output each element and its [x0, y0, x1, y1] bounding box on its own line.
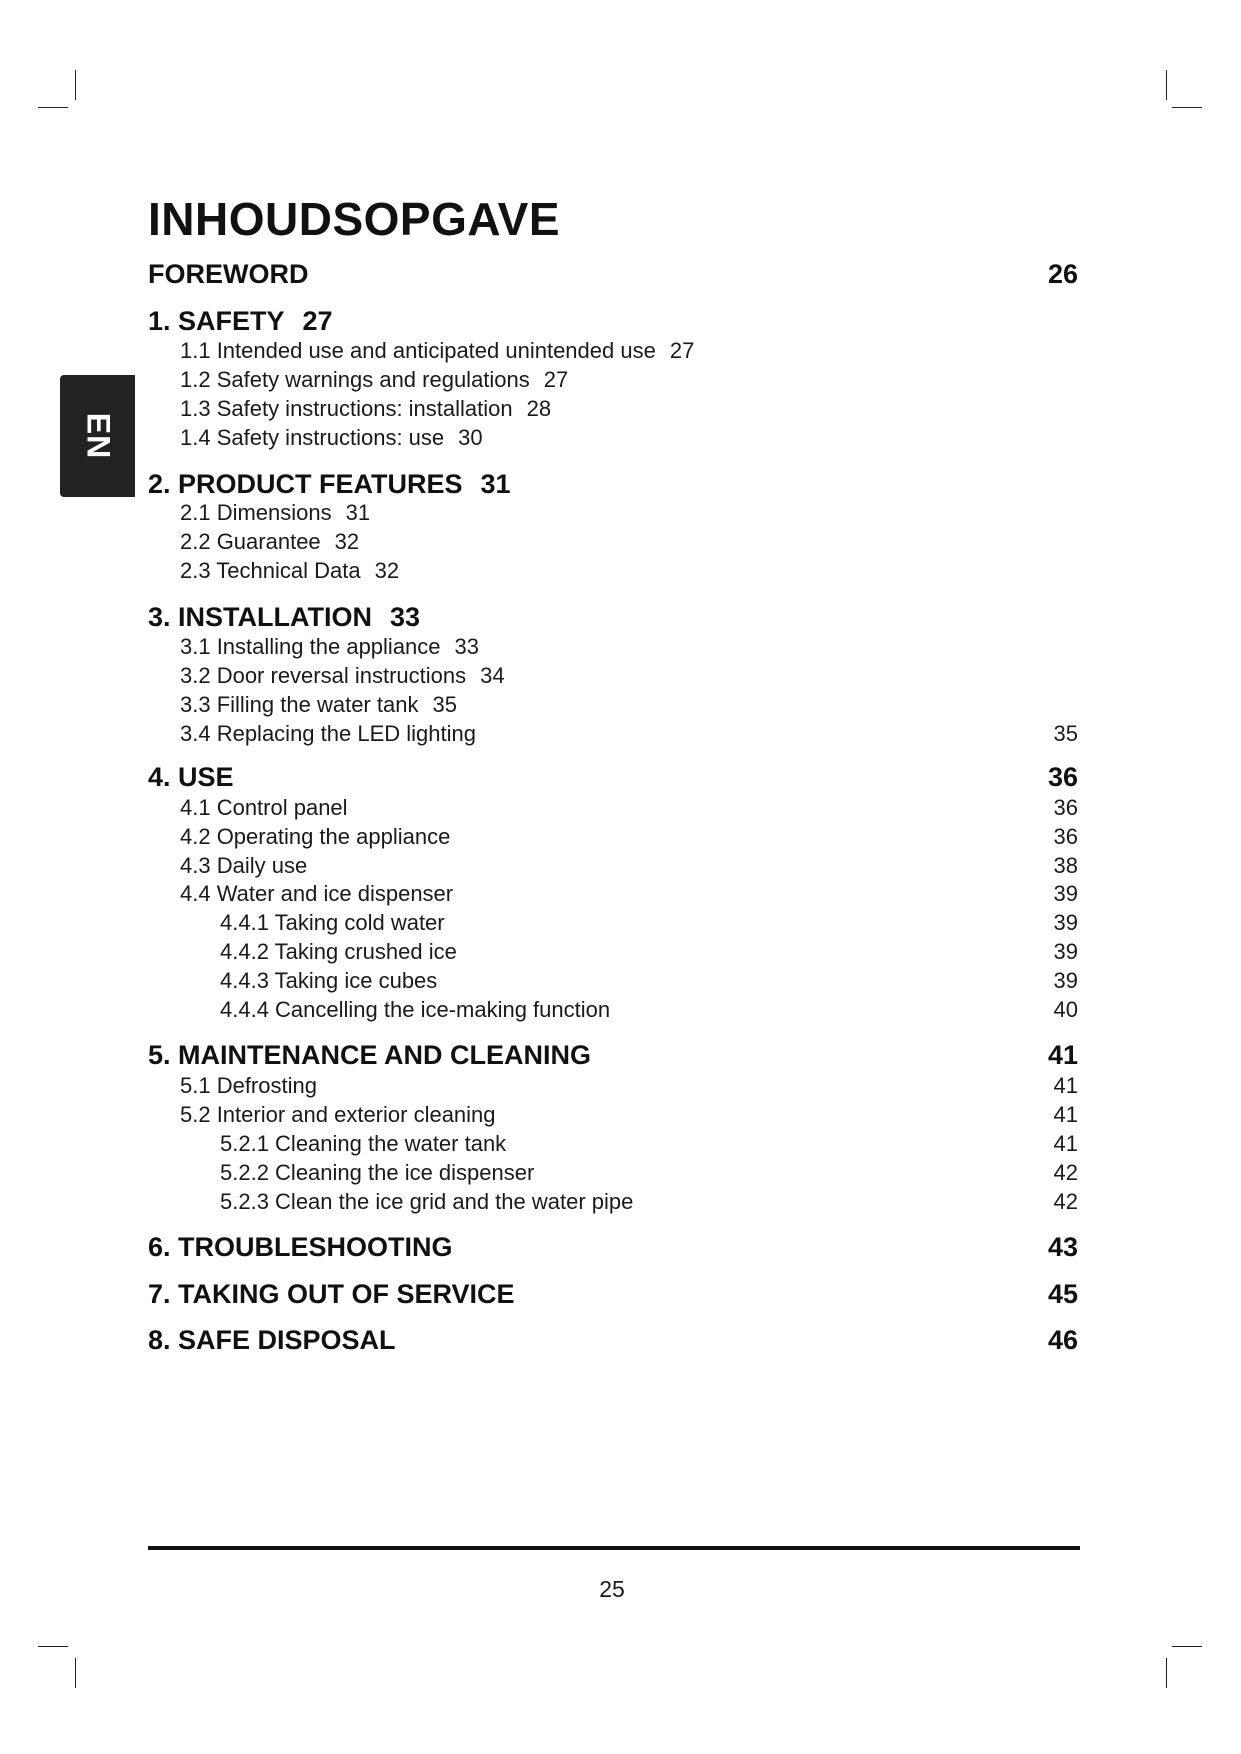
toc-entry[interactable] — [148, 425, 1078, 455]
toc-entry-label: 4.4 Water and ice dispenser — [180, 881, 454, 906]
toc-section-product-features[interactable] — [148, 469, 1078, 499]
toc-entry-page: 33 — [454, 634, 480, 659]
toc-section-use[interactable] — [148, 762, 1078, 792]
toc-entry[interactable] — [148, 338, 1078, 368]
toc-entry-label: 4.4.4 Cancelling the ice-making function — [220, 997, 611, 1022]
crop-mark — [75, 1658, 76, 1688]
toc-entry-page: 41 — [1053, 1131, 1078, 1156]
toc-entry-page: 27 — [669, 338, 695, 363]
toc-entry-page: 41 — [1047, 1040, 1078, 1070]
toc-entry-page: 41 — [1053, 1102, 1078, 1127]
crop-mark — [1172, 107, 1202, 108]
page-title: INHOUDSOPGAVE — [148, 193, 561, 245]
toc-entry-label: 3.1 Installing the appliance — [180, 634, 441, 659]
toc-entry-label: 4.1 Control panel — [180, 795, 348, 820]
toc-entry-page: 39 — [1053, 939, 1078, 964]
language-tab-label: EN — [80, 412, 116, 460]
toc-entry-page: 41 — [1053, 1073, 1078, 1098]
toc-entry-label: 1. SAFETY — [148, 306, 285, 336]
toc-entry-page: 35 — [432, 692, 457, 717]
toc-entry-label: 4. USE — [148, 762, 234, 792]
crop-mark — [75, 70, 76, 100]
toc-entry-label: 4.4.1 Taking cold water — [220, 910, 445, 935]
toc-entry[interactable] — [148, 500, 1078, 530]
toc-entry-page: 32 — [374, 558, 400, 583]
toc-entry[interactable] — [148, 367, 1078, 397]
toc-entry-page: 42 — [1053, 1189, 1078, 1214]
toc-entry[interactable] — [148, 939, 1078, 969]
toc-entry-label: 1.4 Safety instructions: use — [180, 425, 445, 450]
toc-entry-page: 30 — [458, 425, 483, 450]
toc-entry[interactable] — [148, 1160, 1078, 1190]
toc-entry[interactable] — [148, 663, 1078, 693]
toc-entry[interactable] — [148, 1073, 1078, 1103]
toc-entry-label: 4.2 Operating the appliance — [180, 824, 451, 849]
toc-entry-page: 27 — [302, 306, 333, 336]
crop-mark — [38, 1646, 68, 1647]
toc-entry-label: FOREWORD — [148, 259, 309, 289]
toc-entry-page: 43 — [1047, 1232, 1078, 1262]
toc-entry-label: 5.2.2 Cleaning the ice dispenser — [220, 1160, 535, 1185]
toc-entry-page: 40 — [1053, 997, 1078, 1022]
toc-entry-page: 36 — [1053, 824, 1078, 849]
crop-mark — [38, 107, 68, 108]
toc-entry-label: 4.3 Daily use — [180, 853, 308, 878]
toc-entry[interactable] — [148, 1102, 1078, 1132]
toc-entry-label: 5.2.1 Cleaning the water tank — [220, 1131, 507, 1156]
toc-entry-label: 2.3 Technical Data — [180, 558, 361, 583]
toc-entry[interactable] — [148, 634, 1078, 664]
footer-rule — [148, 1546, 1080, 1550]
toc-section-installation[interactable] — [148, 602, 1078, 632]
toc-entry-page: 36 — [1047, 762, 1078, 792]
toc-entry-label: 7. TAKING OUT OF SERVICE — [148, 1279, 515, 1309]
toc-entry-label: 5.1 Defrosting — [180, 1073, 317, 1098]
toc-entry-page: 45 — [1047, 1279, 1078, 1309]
toc-entry-label: 5. MAINTENANCE AND CLEANING — [148, 1040, 592, 1070]
toc-entry[interactable] — [148, 910, 1078, 940]
toc-entry-page: 39 — [1053, 910, 1078, 935]
toc-section-maintenance[interactable] — [148, 1040, 1078, 1070]
toc-entry[interactable] — [148, 881, 1078, 911]
toc-entry-label: 5.2 Interior and exterior cleaning — [180, 1102, 496, 1127]
toc-entry-page: 32 — [334, 529, 360, 554]
toc-entry[interactable] — [148, 997, 1078, 1027]
toc-entry-page: 36 — [1053, 795, 1078, 820]
toc-entry-label: 3.3 Filling the water tank — [180, 692, 419, 717]
toc-entry-page: 38 — [1053, 853, 1078, 878]
toc-entry[interactable] — [148, 558, 1078, 588]
toc-entry-label: 3.4 Replacing the LED lighting — [180, 721, 476, 746]
toc-entry-label: 3.2 Door reversal instructions — [180, 663, 467, 688]
toc-entry[interactable] — [148, 692, 1078, 722]
toc-entry[interactable] — [148, 853, 1078, 883]
toc-entry[interactable] — [148, 968, 1078, 998]
toc-entry-page: 39 — [1053, 968, 1078, 993]
language-tab — [60, 375, 135, 497]
toc-entry[interactable] — [148, 1131, 1078, 1161]
toc-entry-page: 31 — [345, 500, 371, 525]
toc-entry-label: 1.1 Intended use and anticipated unintended use — [180, 338, 656, 363]
toc-section-troubleshooting[interactable] — [148, 1232, 1078, 1262]
toc-entry-page: 35 — [1053, 721, 1078, 746]
toc-entry[interactable] — [148, 396, 1078, 426]
toc-section-taking-out-of-service[interactable] — [148, 1279, 1078, 1309]
toc-entry-label: 3. INSTALLATION — [148, 602, 372, 632]
toc-section-safe-disposal[interactable] — [148, 1325, 1078, 1355]
toc-entry-page: 28 — [526, 396, 552, 421]
crop-mark — [1166, 70, 1167, 100]
toc-entry-label: 1.2 Safety warnings and regulations — [180, 367, 530, 392]
toc-entry[interactable] — [148, 795, 1078, 825]
toc-entry-label: 4.4.3 Taking ice cubes — [220, 968, 438, 993]
toc-entry-label: 4.4.2 Taking crushed ice — [220, 939, 457, 964]
toc-entry-page: 39 — [1053, 881, 1078, 906]
toc-entry-label: 6. TROUBLESHOOTING — [148, 1232, 453, 1262]
toc-entry-page: 42 — [1053, 1160, 1078, 1185]
page-number: 25 — [599, 1576, 625, 1602]
toc-entry-page: 27 — [543, 367, 569, 392]
crop-mark — [1166, 1658, 1167, 1688]
toc-entry[interactable] — [148, 1189, 1078, 1219]
toc-entry-label: 2.1 Dimensions — [180, 500, 332, 525]
toc-entry-page: 33 — [390, 602, 421, 632]
toc-entry-label: 8. SAFE DISPOSAL — [148, 1325, 396, 1355]
toc-section-safety[interactable] — [148, 306, 1078, 336]
toc-entry-label: 2. PRODUCT FEATURES — [148, 469, 463, 499]
toc-entry[interactable] — [148, 824, 1078, 854]
toc-entry-page: 31 — [480, 469, 511, 499]
toc-entry-page: 34 — [480, 663, 505, 688]
crop-mark — [1172, 1646, 1202, 1647]
toc-entry-label: 5.2.3 Clean the ice grid and the water pipe — [220, 1189, 634, 1214]
toc-entry-page: 46 — [1047, 1325, 1078, 1355]
toc-entry[interactable] — [148, 721, 1078, 751]
toc-entry-foreword[interactable] — [148, 259, 1078, 289]
toc-entry-label: 1.3 Safety instructions: installation — [180, 396, 513, 421]
toc-entry-label: 2.2 Guarantee — [180, 529, 321, 554]
toc-entry-page: 26 — [1047, 259, 1078, 289]
toc-entry[interactable] — [148, 529, 1078, 559]
